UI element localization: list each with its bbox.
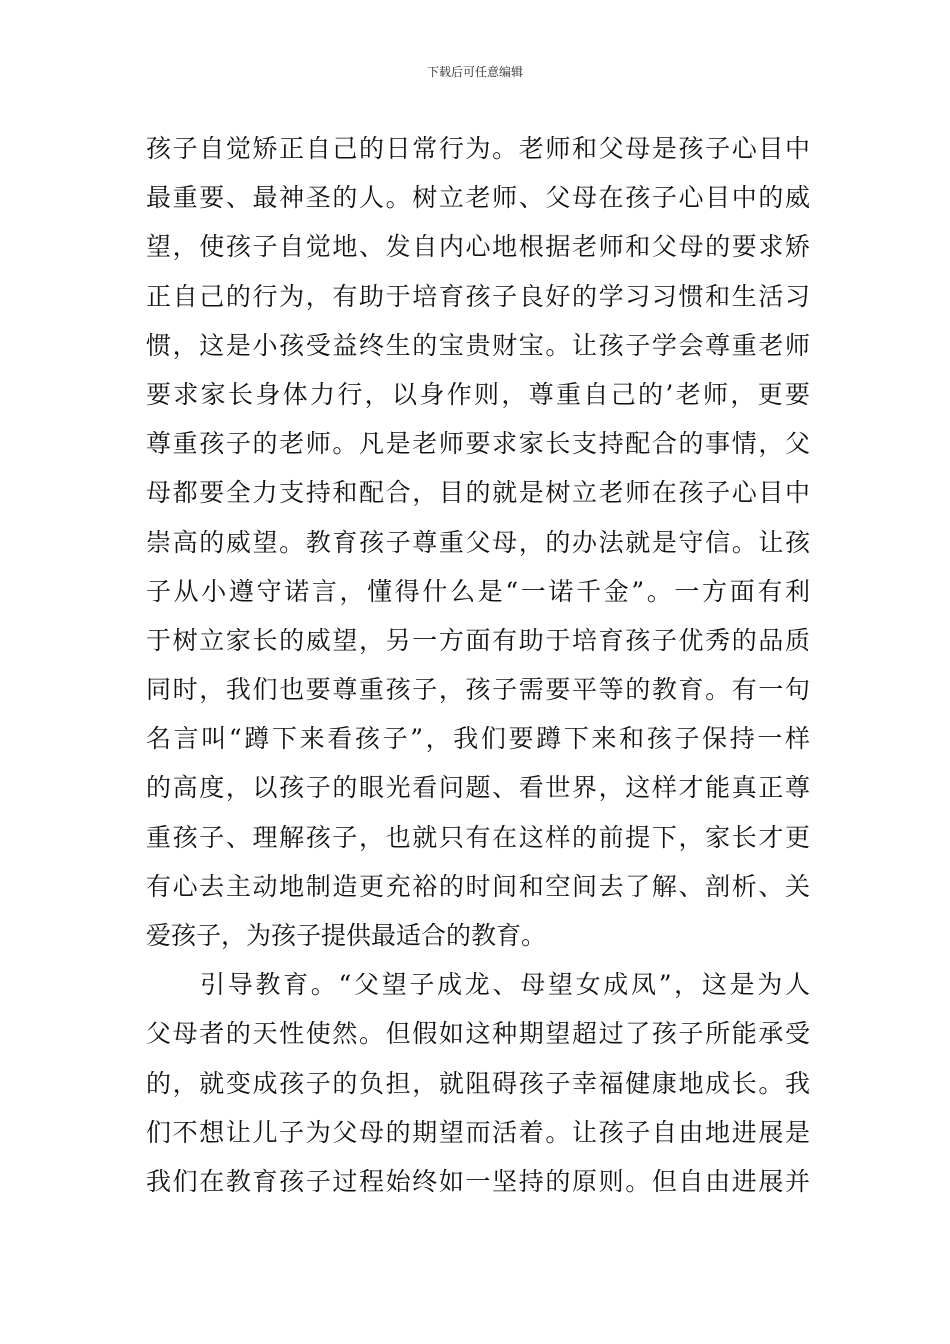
text-line: 爱孩子，为孩子提供最适合的教育。 — [146, 921, 547, 950]
text-line: 尊重孩子的老师。凡是老师要求家长支持配合的事情，父 — [146, 429, 810, 459]
text-line: 母都要全力支持和配合，目的就是树立老师在孩子心目中 — [146, 478, 810, 508]
text-line: 重孩子、理解孩子，也就只有在这样的前提下，家长才更 — [146, 822, 810, 852]
text-line: 们不想让儿子为父母的期望而活着。让孩子自由地进展是 — [146, 1117, 810, 1147]
text-line: 引导教育。“父望子成龙、母望女成凤”，这是为人 — [200, 970, 810, 1000]
text-line: 孩子自觉矫正自己的日常行为。老师和父母是孩子心目中 — [146, 134, 810, 163]
text-line: 的高度，以孩子的眼光看问题、看世界，这样才能真正尊 — [146, 773, 810, 803]
text-line: 崇高的威望。教育孩子尊重父母，的办法就是守信。让孩 — [146, 527, 810, 557]
document-body — [146, 124, 810, 1206]
paragraph — [146, 960, 810, 1206]
page-header: 下载后可任意编辑 — [426, 65, 523, 79]
text-line: 正自己的行为，有助于培育孩子良好的学习习惯和生活习 — [146, 281, 810, 311]
text-line: 我们在教育孩子过程始终如一坚持的原则。但自由进展并 — [146, 1166, 810, 1196]
text-line: 同时，我们也要尊重孩子，孩子需要平等的教育。有一句 — [146, 675, 810, 705]
text-line: 最重要、最神圣的人。树立老师、父母在孩子心目中的威 — [146, 183, 810, 213]
text-line: 惯，这是小孩受益终生的宝贵财宝。让孩子学会尊重老师 — [146, 330, 810, 360]
text-line: 的，就变成孩子的负担，就阻碍孩子幸福健康地成长。我 — [146, 1068, 810, 1098]
text-line: 父母者的天性使然。但假如这种期望超过了孩子所能承受 — [146, 1019, 810, 1049]
text-line: 要求家长身体力行，以身作则，尊重自己的’老师，更要 — [146, 379, 810, 409]
text-line: 于树立家长的威望，另一方面有助于培育孩子优秀的品质 — [146, 625, 810, 655]
paragraph — [146, 124, 810, 960]
text-line: 子从小遵守诺言，懂得什么是“一诺千金”。一方面有利 — [146, 576, 810, 606]
text-line: 名言叫“蹲下来看孩子”，我们要蹲下来和孩子保持一样 — [146, 724, 810, 754]
text-line: 望，使孩子自觉地、发自内心地根据老师和父母的要求矫 — [146, 232, 810, 262]
text-line: 有心去主动地制造更充裕的时间和空间去了解、剖析、关 — [146, 871, 810, 901]
